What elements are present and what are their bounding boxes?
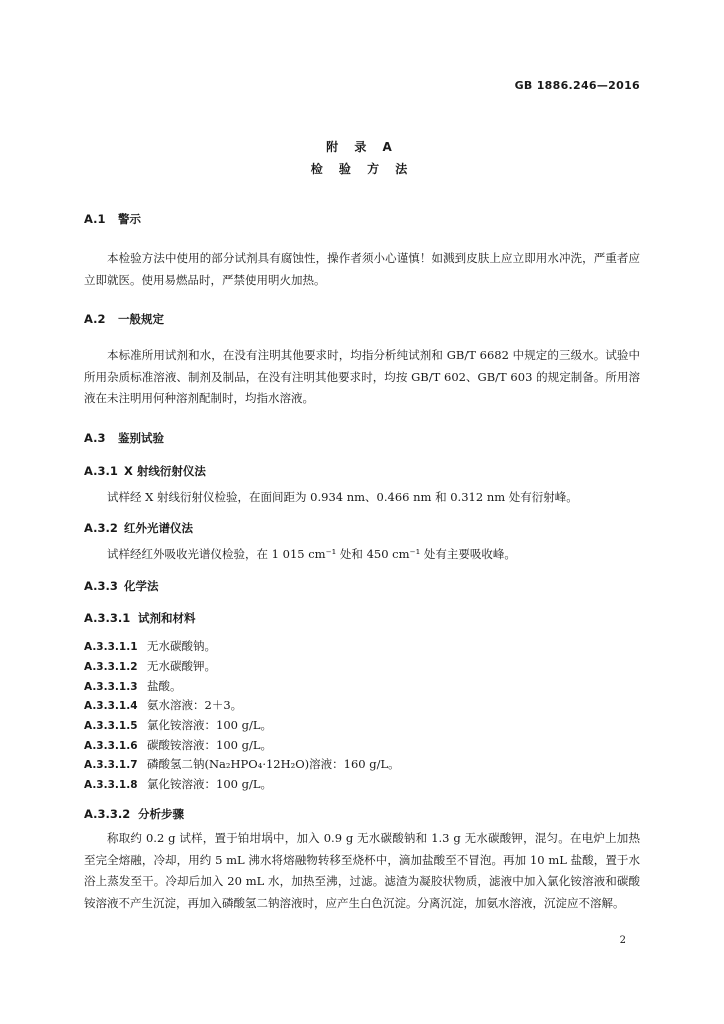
reagent-number: A.3.3.1.2 <box>84 661 138 673</box>
section-a3-heading <box>84 430 164 446</box>
section-number: A.1 <box>84 212 106 226</box>
section-a33-heading <box>84 578 159 594</box>
reagent-text: 氯化铵溶液：100 g/L。 <box>147 777 272 791</box>
section-a1-heading <box>84 211 141 227</box>
section-number: A.3.1 <box>84 464 118 478</box>
section-a2-heading <box>84 311 164 327</box>
section-title: 警示 <box>118 212 141 226</box>
reagent-number: A.3.3.1.5 <box>84 720 138 732</box>
reagent-text: 氯化铵溶液：100 g/L。 <box>147 718 272 732</box>
reagent-text: 无水碳酸钠。 <box>147 639 216 653</box>
section-a32-heading <box>84 520 193 536</box>
reagent-item <box>84 697 242 713</box>
section-a32-paragraph: 试样经红外吸收光谱仪检验，在 1 015 cm⁻¹ 处和 450 cm⁻¹ 处有主要吸收峰。 <box>107 547 516 561</box>
section-number: A.3.3 <box>84 579 118 593</box>
reagent-number: A.3.3.1.7 <box>84 759 138 771</box>
reagent-item <box>84 678 182 694</box>
reagent-item <box>84 737 272 753</box>
reagent-text: 磷酸氢二钠(Na₂HPO₄·12H₂O)溶液：160 g/L。 <box>147 757 400 771</box>
reagent-number: A.3.3.1.4 <box>84 700 138 712</box>
reagent-number: A.3.3.1.6 <box>84 740 138 752</box>
section-a332-heading <box>84 806 184 822</box>
section-a2-paragraph: 本标准所用试剂和水，在没有注明其他要求时，均指分析纯试剂和 GB/T 6682 中规定的三级水。试验中所用杂质标准溶液、制剂及制品，在没有注明其他要求时，均按 GB/T 602、GB/T 603 的规定制备。所用溶液在未注明用何种溶剂配制时，均指水溶液。 <box>84 348 640 405</box>
section-a31-paragraph: 试样经 X 射线衍射仪检验，在面间距为 0.934 nm、0.466 nm 和 0.312 nm 处有衍射峰。 <box>107 490 578 504</box>
section-number: A.3.3.2 <box>84 807 131 821</box>
reagent-number: A.3.3.1.1 <box>84 641 138 653</box>
section-title: 鉴别试验 <box>118 431 164 445</box>
appendix-title: 检 验 方 法 <box>310 162 414 176</box>
reagent-item <box>84 638 216 654</box>
appendix-label: 附 录 A <box>326 140 398 154</box>
section-title: 一般规定 <box>118 312 164 326</box>
reagent-text: 碳酸铵溶液：100 g/L。 <box>147 738 272 752</box>
reagent-item <box>84 658 216 674</box>
reagent-text: 盐酸。 <box>147 679 182 693</box>
section-title: 化学法 <box>124 579 159 593</box>
page-number: 2 <box>619 935 626 946</box>
reagent-text: 氨水溶液：2＋3。 <box>147 698 243 712</box>
reagent-number: A.3.3.1.3 <box>84 681 138 693</box>
standard-number: GB 1886.246—2016 <box>514 79 640 92</box>
section-number: A.3 <box>84 431 106 445</box>
reagent-item <box>84 717 272 733</box>
section-title: 试剂和材料 <box>138 611 196 625</box>
section-number: A.3.2 <box>84 521 118 535</box>
section-a31-heading <box>84 463 206 479</box>
section-a332-paragraph: 称取约 0.2 g 试样，置于铂坩埚中，加入 0.9 g 无水碳酸钠和 1.3 g 无水碳酸钾，混匀。在电炉上加热至完全熔融，冷却，用约 5 mL 沸水将熔融物转移至烧杯中，滴加盐酸至不冒泡。再加 10 mL 盐酸，置于水浴上蒸发至干。冷却后加入 20 mL 水，加热至沸，过滤。滤渣为凝胶状物质，滤液中加入氯化铵溶液和碳酸铵溶液不产生沉淀，再加入磷酸氢二钠溶液时，应产生白色沉淀。分离沉淀，加氨水溶液，沉淀应不溶解。 <box>84 831 640 910</box>
reagent-item <box>84 776 272 792</box>
reagent-number: A.3.3.1.8 <box>84 779 138 791</box>
section-a1-paragraph: 本检验方法中使用的部分试剂具有腐蚀性，操作者须小心谨慎！如溅到皮肤上应立即用水冲洗，严重者应立即就医。使用易燃品时，严禁使用明火加热。 <box>84 251 640 287</box>
section-title: 分析步骤 <box>138 807 184 821</box>
section-number: A.3.3.1 <box>84 611 131 625</box>
section-number: A.2 <box>84 312 106 326</box>
section-a331-heading <box>84 610 196 626</box>
section-title: X 射线衍射仪法 <box>124 464 206 478</box>
reagent-item <box>84 756 400 772</box>
reagent-text: 无水碳酸钾。 <box>147 659 216 673</box>
section-title: 红外光谱仪法 <box>124 521 193 535</box>
